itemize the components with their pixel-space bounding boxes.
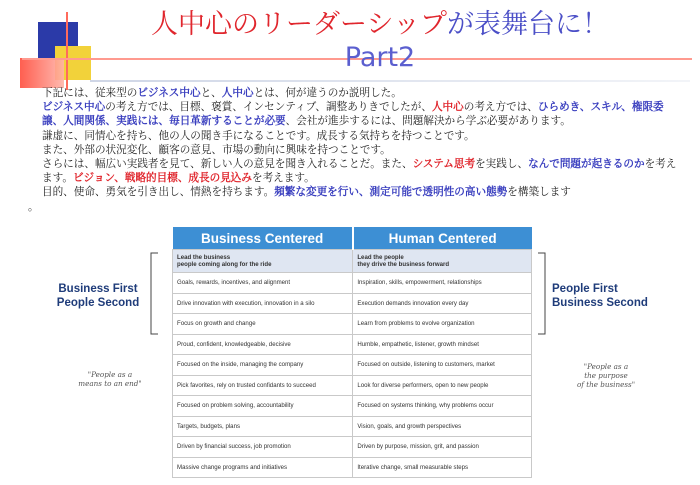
paragraph-6 [28, 185, 678, 199]
left-quote-line1: "People as a [87, 370, 133, 379]
paragraph-1 [28, 86, 678, 100]
body-text-run: とは、何が違うのか説明した。 [253, 87, 402, 99]
highlight-text: ビジネス中心 [42, 101, 106, 114]
highlight-text: 人中心 [431, 101, 464, 114]
cell-lead-business-line2: people coming along for the ride [177, 261, 272, 268]
decor-red-square [20, 58, 64, 88]
paragraph-5 [28, 157, 678, 185]
cell-business-centered: Targets, budgets, plans [173, 416, 353, 437]
header-human-centered: Human Centered [353, 227, 532, 250]
body-text [28, 86, 678, 214]
right-label-line2: Business Second [552, 297, 648, 309]
table-row [173, 314, 532, 335]
body-text-run: さらには、幅広い実践者を見て、新しい人の意見を聞き入れることだ。また、 [42, 158, 413, 171]
table-row [173, 273, 532, 294]
cell-human-centered: Execution demands innovation every day [353, 293, 532, 314]
cell-business-centered: Focused on the inside, managing the company [173, 355, 353, 376]
paragraph-2 [28, 100, 678, 128]
body-text-run: の考え方では、 [463, 101, 538, 114]
cell-business-centered: Focus on growth and change [173, 314, 353, 335]
left-quote [70, 370, 150, 388]
table-row [173, 416, 532, 437]
title-purple-part: が表舞台に！ [446, 9, 609, 40]
cell-lead-people-line1: Lead the people [357, 254, 404, 261]
comparison-table [172, 227, 532, 478]
decor-vertical-line [66, 12, 68, 90]
cell-lead-people [353, 250, 532, 273]
left-label-line2: People Second [56, 297, 140, 309]
right-bracket [536, 252, 548, 336]
right-label-line1: People First [552, 283, 618, 295]
cell-human-centered: Iterative change, small measurable steps [353, 457, 532, 478]
cell-business-centered: Goals, rewards, incentives, and alignment [173, 273, 353, 294]
left-label-line1: Business First [58, 283, 138, 295]
right-label [552, 282, 648, 310]
left-quote-line2: means to an end" [78, 379, 142, 388]
left-bracket [148, 252, 160, 336]
body-text-run: を考えます。 [42, 158, 677, 185]
table-row [173, 437, 532, 458]
table-row [173, 355, 532, 376]
cell-business-centered: Massive change programs and initiatives [173, 457, 353, 478]
table-row [173, 396, 532, 417]
cell-business-centered: Drive innovation with execution, innovation in a silo [173, 293, 353, 314]
table-header-row [173, 227, 532, 250]
highlight-text: ひらめき、スキル、権限委譲、人間関係、実践には、毎日革新することが必要 [42, 101, 664, 128]
body-text-run: 謙虚に、同情心を持ち、他の人の聞き手になることです。成長する気持ちを持つことです。 [42, 129, 475, 142]
body-text-run: の考え方では、目標、褒賞、インセンティブ、調整ありきでしたが、 [105, 101, 432, 114]
paragraph-4 [28, 143, 678, 157]
cell-lead-business-line1: Lead the business [177, 254, 231, 261]
cell-business-centered: Pick favorites, rely on trusted confidants to succeed [173, 375, 353, 396]
cell-human-centered: Humble, empathetic, listener, growth mindset [353, 334, 532, 355]
body-text-run: 下記には、従来型の [42, 87, 138, 99]
highlight-text: なんで問題が起きるのか [528, 158, 645, 171]
table-body [173, 250, 532, 478]
body-text-run: と、 [200, 87, 222, 99]
cell-human-centered: Learn from problems to evolve organization [353, 314, 532, 335]
right-quote-line1: "People as a [583, 362, 629, 371]
right-quote-line2: the purpose [584, 371, 628, 380]
body-text-run: を構築します [507, 186, 571, 199]
right-quote-line3: of the business" [576, 380, 636, 389]
page-title [80, 2, 680, 41]
body-text-run: 、会社が進歩するには、問題解決から学ぶ必要があります。 [285, 115, 571, 128]
cell-human-centered: Look for diverse performers, open to new people [353, 375, 532, 396]
right-quote [566, 362, 646, 389]
body-text-run: また、外部の状況変化、顧客の意見、市場の動向に興味を持つことです。 [42, 143, 391, 156]
cell-lead-people-line2: they drive the business forward [357, 261, 450, 268]
cell-business-centered: Proud, confident, knowledgeable, decisive [173, 334, 353, 355]
highlight-text: 頻繁な変更を行い、測定可能で透明性の高い態勢 [274, 186, 508, 199]
cell-business-centered: Driven by financial success, job promotion [173, 437, 353, 458]
header-business-centered: Business Centered [173, 227, 353, 250]
cell-human-centered: Vision, goals, and growth perspectives [353, 416, 532, 437]
body-text-run: 目的、使命、勇気を引き出し、情熱を持ちます。 [42, 186, 275, 199]
body-text-run: を考えます。 [251, 172, 315, 185]
table-row [173, 457, 532, 478]
highlight-text: ビジネス中心 [137, 87, 201, 99]
cell-human-centered: Focused on outside, listening to customers, market [353, 355, 532, 376]
table-row [173, 334, 532, 355]
body-text-run: を実践し、 [475, 158, 529, 171]
table-row [173, 375, 532, 396]
paragraph-7: 。 [28, 200, 39, 213]
cell-lead-business [173, 250, 353, 273]
highlight-text: システム思考 [412, 158, 476, 171]
cell-business-centered: Focused on problem solving, accountability [173, 396, 353, 417]
table-row [173, 293, 532, 314]
cell-human-centered: Driven by purpose, mission, grit, and passion [353, 437, 532, 458]
paragraph-3 [28, 129, 678, 143]
title-red-part: 人中心のリーダーシップ [151, 9, 447, 40]
highlight-text: 人中心 [221, 87, 254, 99]
cell-human-centered: Focused on systems thinking, why problems occur [353, 396, 532, 417]
cell-human-centered: Inspiration, skills, empowerment, relationships [353, 273, 532, 294]
page-subtitle: Part2 [344, 42, 416, 73]
title-underline [90, 80, 690, 82]
table-row-lead [173, 250, 532, 273]
left-label [48, 282, 148, 310]
highlight-text: ビジョン、戦略的目標、成長の見込み [72, 172, 252, 185]
